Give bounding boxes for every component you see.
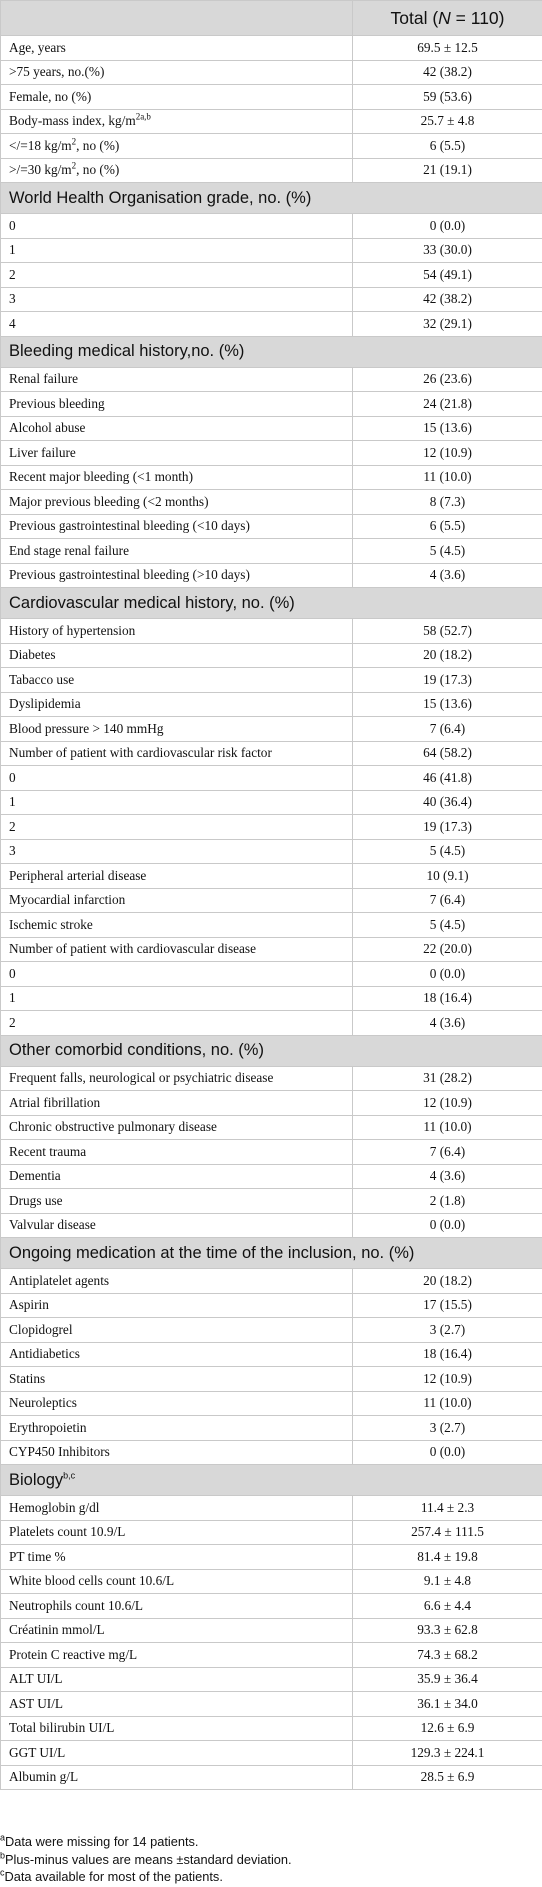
row-label xyxy=(1,263,353,288)
table-row xyxy=(1,790,542,815)
row-label-text: >75 years, no.(%) xyxy=(9,64,105,80)
row-value: 6.6 ± 4.4 xyxy=(353,1594,542,1619)
table-row xyxy=(1,986,542,1011)
row-label xyxy=(1,490,353,515)
row-label xyxy=(1,1091,353,1116)
row-label xyxy=(1,962,353,987)
row-label xyxy=(1,60,353,85)
footnote-marker: b,c xyxy=(63,1470,76,1480)
row-label-text: 1 xyxy=(9,242,16,258)
row-value: 59 (53.6) xyxy=(353,85,542,110)
table-row xyxy=(1,1342,542,1367)
row-label-text: Major previous bleeding (<2 months) xyxy=(9,493,209,509)
row-label-text: PT time % xyxy=(9,1548,66,1564)
row-label xyxy=(1,392,353,417)
row-label xyxy=(1,790,353,815)
row-value: 18 (16.4) xyxy=(353,1342,542,1367)
row-label-text: Dementia xyxy=(9,1168,61,1184)
row-label-text: End stage renal failure xyxy=(9,542,129,558)
row-label xyxy=(1,238,353,263)
row-value: 19 (17.3) xyxy=(353,815,542,840)
table-row xyxy=(1,1545,542,1570)
row-label xyxy=(1,1367,353,1392)
section-title xyxy=(1,183,542,214)
row-value: 8 (7.3) xyxy=(353,490,542,515)
row-label xyxy=(1,913,353,938)
table-row xyxy=(1,392,542,417)
table-row xyxy=(1,1189,542,1214)
row-label xyxy=(1,717,353,742)
row-label-text: 0 xyxy=(9,217,16,233)
footnote-text: Data available for most of the patients. xyxy=(4,1869,223,1884)
header-total-cell xyxy=(353,1,542,36)
table-row xyxy=(1,1765,542,1790)
table-row xyxy=(1,864,542,889)
footnote xyxy=(0,1851,542,1869)
row-label xyxy=(1,109,353,134)
row-label xyxy=(1,312,353,337)
row-value: 7 (6.4) xyxy=(353,717,542,742)
table-row xyxy=(1,766,542,791)
row-value: 74.3 ± 68.2 xyxy=(353,1643,542,1668)
table-row xyxy=(1,1416,542,1441)
row-value: 4 (3.6) xyxy=(353,1164,542,1189)
row-label-text: ALT UI/L xyxy=(9,1671,63,1687)
row-value: 19 (17.3) xyxy=(353,668,542,693)
section-header-row xyxy=(1,588,542,619)
row-label-text: Age, years xyxy=(9,39,66,55)
table-row xyxy=(1,937,542,962)
row-value: 20 (18.2) xyxy=(353,643,542,668)
table-row xyxy=(1,1741,542,1766)
section-title-text: Cardiovascular medical history, no. (%) xyxy=(9,593,295,612)
row-value: 28.5 ± 6.9 xyxy=(353,1765,542,1790)
row-value: 11.4 ± 2.3 xyxy=(353,1496,542,1521)
row-label-text: Aspirin xyxy=(9,1297,49,1313)
row-label-text: Tabacco use xyxy=(9,671,75,687)
row-label-text: Number of patient with cardiovascular risk factor xyxy=(9,745,272,761)
section-title-text: Ongoing medication at the time of the inclusion, no. (%) xyxy=(9,1243,415,1262)
row-label-text: Diabetes xyxy=(9,647,56,663)
row-label-text: Platelets count 10.9/L xyxy=(9,1524,126,1540)
row-label-text: 1 xyxy=(9,794,16,810)
section-title xyxy=(1,1035,542,1066)
row-value: 54 (49.1) xyxy=(353,263,542,288)
table-row xyxy=(1,1091,542,1116)
section-title-text: Bleeding medical history,no. (%) xyxy=(9,342,245,360)
footnote xyxy=(0,1833,542,1851)
row-label-text: Frequent falls, neurological or psychiatric disease xyxy=(9,1070,274,1086)
row-value: 11 (10.0) xyxy=(353,1391,542,1416)
table-row xyxy=(1,619,542,644)
table-row xyxy=(1,839,542,864)
row-value: 4 (3.6) xyxy=(353,1011,542,1036)
row-label xyxy=(1,937,353,962)
row-value: 129.3 ± 224.1 xyxy=(353,1741,542,1766)
row-label xyxy=(1,1342,353,1367)
table-row xyxy=(1,263,542,288)
section-title-text: Biology xyxy=(9,1470,64,1489)
table-row xyxy=(1,1716,542,1741)
row-label-text: 0 xyxy=(9,769,16,785)
row-value: 32 (29.1) xyxy=(353,312,542,337)
table-row xyxy=(1,109,542,134)
table-row xyxy=(1,1594,542,1619)
row-label xyxy=(1,416,353,441)
table-row xyxy=(1,668,542,693)
table-footnotes xyxy=(0,1833,542,1886)
row-label xyxy=(1,1011,353,1036)
row-label xyxy=(1,815,353,840)
row-label-text: 2 xyxy=(9,266,16,282)
row-label xyxy=(1,85,353,110)
footnote-text: Plus-minus values are means ±standard deviation. xyxy=(5,1851,292,1867)
row-label-text: Liver failure xyxy=(9,444,76,460)
table-row xyxy=(1,1496,542,1521)
table-header-row xyxy=(1,1,542,36)
row-value: 5 (4.5) xyxy=(353,839,542,864)
table-row xyxy=(1,1293,542,1318)
row-label-text: Body-mass index, kg/m xyxy=(9,113,136,129)
table-row xyxy=(1,1011,542,1036)
table-row xyxy=(1,1164,542,1189)
row-label xyxy=(1,1189,353,1214)
row-label xyxy=(1,1716,353,1741)
row-label xyxy=(1,1667,353,1692)
table-row xyxy=(1,913,542,938)
row-label xyxy=(1,1318,353,1343)
row-label xyxy=(1,514,353,539)
section-title xyxy=(1,336,542,367)
table-row xyxy=(1,1391,542,1416)
row-label-text: History of hypertension xyxy=(9,622,136,638)
row-value: 46 (41.8) xyxy=(353,766,542,791)
row-label-text: Neuroleptics xyxy=(9,1395,77,1411)
row-value: 21 (19.1) xyxy=(353,158,542,183)
row-value: 0 (0.0) xyxy=(353,214,542,239)
table-row xyxy=(1,490,542,515)
row-value: 36.1 ± 34.0 xyxy=(353,1692,542,1717)
section-header-row xyxy=(1,1465,542,1496)
table-row xyxy=(1,815,542,840)
row-label xyxy=(1,563,353,588)
row-label-text: Renal failure xyxy=(9,371,79,387)
row-label xyxy=(1,287,353,312)
row-label-text: Drugs use xyxy=(9,1192,63,1208)
row-label xyxy=(1,158,353,183)
row-value: 26 (23.6) xyxy=(353,367,542,392)
row-value: 0 (0.0) xyxy=(353,1213,542,1238)
row-label xyxy=(1,1618,353,1643)
row-label-text: Statins xyxy=(9,1370,46,1386)
row-value: 11 (10.0) xyxy=(353,1115,542,1140)
row-value: 3 (2.7) xyxy=(353,1318,542,1343)
row-label-text: 3 xyxy=(9,843,16,859)
row-value: 12.6 ± 6.9 xyxy=(353,1716,542,1741)
row-label xyxy=(1,1213,353,1238)
row-value: 15 (13.6) xyxy=(353,416,542,441)
row-value: 31 (28.2) xyxy=(353,1066,542,1091)
row-label xyxy=(1,986,353,1011)
row-label-text: Clopidogrel xyxy=(9,1321,73,1337)
row-label-text: Blood pressure > 140 mmHg xyxy=(9,720,164,736)
table-row xyxy=(1,1440,542,1465)
row-label-text: Antiplatelet agents xyxy=(9,1272,110,1288)
row-value: 5 (4.5) xyxy=(353,913,542,938)
row-label-suffix: , no (%) xyxy=(76,137,120,153)
row-label xyxy=(1,766,353,791)
footnote-marker: b xyxy=(0,1850,6,1861)
row-label-text: Chronic obstructive pulmonary disease xyxy=(9,1119,217,1135)
table-row xyxy=(1,717,542,742)
table-row xyxy=(1,1618,542,1643)
row-label-text: Erythropoietin xyxy=(9,1419,87,1435)
header-total-prefix: Total ( xyxy=(390,7,439,28)
header-total-suffix: = 110) xyxy=(450,7,505,28)
row-label xyxy=(1,1140,353,1165)
table-body xyxy=(1,36,542,1790)
row-label xyxy=(1,1545,353,1570)
row-value: 6 (5.5) xyxy=(353,514,542,539)
row-label-text: Previous gastrointestinal bleeding (>10 days) xyxy=(9,567,250,583)
row-label xyxy=(1,214,353,239)
row-label xyxy=(1,839,353,864)
row-value: 24 (21.8) xyxy=(353,392,542,417)
section-header-row xyxy=(1,336,542,367)
section-header-row xyxy=(1,183,542,214)
row-label-text: Hemoglobin g/dl xyxy=(9,1499,100,1515)
section-title-text: Other comorbid conditions, no. (%) xyxy=(9,1041,264,1059)
row-label-text: Alcohol abuse xyxy=(9,420,86,436)
row-label xyxy=(1,1594,353,1619)
row-label-text: Dyslipidemia xyxy=(9,696,81,712)
section-title xyxy=(1,1238,542,1269)
table-row xyxy=(1,1667,542,1692)
table-row xyxy=(1,312,542,337)
table-row xyxy=(1,1269,542,1294)
row-value: 9.1 ± 4.8 xyxy=(353,1569,542,1594)
row-label xyxy=(1,1164,353,1189)
row-value: 12 (10.9) xyxy=(353,441,542,466)
row-value: 2 (1.8) xyxy=(353,1189,542,1214)
table-row xyxy=(1,643,542,668)
row-value: 5 (4.5) xyxy=(353,539,542,564)
row-value: 20 (18.2) xyxy=(353,1269,542,1294)
row-label-text: GGT UI/L xyxy=(9,1744,66,1760)
row-label-text: Albumin g/L xyxy=(9,1769,79,1785)
row-label-text: Valvular disease xyxy=(9,1217,96,1233)
section-title xyxy=(1,1465,542,1496)
row-label xyxy=(1,1416,353,1441)
table-row xyxy=(1,85,542,110)
row-value: 40 (36.4) xyxy=(353,790,542,815)
table-row xyxy=(1,741,542,766)
table-row xyxy=(1,36,542,61)
row-value: 22 (20.0) xyxy=(353,937,542,962)
row-label-text: Protein C reactive mg/L xyxy=(9,1646,138,1662)
table-row xyxy=(1,1140,542,1165)
row-value: 12 (10.9) xyxy=(353,1091,542,1116)
row-value: 15 (13.6) xyxy=(353,692,542,717)
row-value: 42 (38.2) xyxy=(353,60,542,85)
table-row xyxy=(1,1569,542,1594)
row-label xyxy=(1,1741,353,1766)
row-label-text: AST UI/L xyxy=(9,1695,64,1711)
row-label-text: Female, no (%) xyxy=(9,88,92,104)
row-label-suffix: , no (%) xyxy=(76,162,120,178)
row-label xyxy=(1,1269,353,1294)
row-label-text: Neutrophils count 10.6/L xyxy=(9,1597,144,1613)
superscript: 2 xyxy=(71,160,77,171)
row-value: 35.9 ± 36.4 xyxy=(353,1667,542,1692)
row-label xyxy=(1,1520,353,1545)
row-label xyxy=(1,1115,353,1140)
header-n-label: N xyxy=(438,7,451,28)
superscript: 2a,b xyxy=(135,111,151,122)
row-label xyxy=(1,1293,353,1318)
row-label-text: 0 xyxy=(9,965,16,981)
row-value: 69.5 ± 12.5 xyxy=(353,36,542,61)
section-header-row xyxy=(1,1035,542,1066)
row-label-text: 2 xyxy=(9,818,16,834)
row-value: 7 (6.4) xyxy=(353,1140,542,1165)
row-value: 0 (0.0) xyxy=(353,962,542,987)
row-label xyxy=(1,1391,353,1416)
table-row xyxy=(1,134,542,159)
row-label-text: Previous gastrointestinal bleeding (<10 days) xyxy=(9,518,250,534)
row-value: 4 (3.6) xyxy=(353,563,542,588)
row-label xyxy=(1,134,353,159)
row-label-text: Myocardial infarction xyxy=(9,892,126,908)
table-row xyxy=(1,1367,542,1392)
row-value: 25.7 ± 4.8 xyxy=(353,109,542,134)
row-label xyxy=(1,1765,353,1790)
table-row xyxy=(1,692,542,717)
section-title-text: World Health Organisation grade, no. (%) xyxy=(9,188,312,207)
row-label-text: Recent major bleeding (<1 month) xyxy=(9,469,194,485)
row-label-text: Recent trauma xyxy=(9,1143,87,1159)
row-label-text: 2 xyxy=(9,1014,16,1030)
footnote-marker: a xyxy=(0,1832,6,1843)
row-value: 81.4 ± 19.8 xyxy=(353,1545,542,1570)
table-row xyxy=(1,158,542,183)
row-label-text: CYP450 Inhibitors xyxy=(9,1444,110,1460)
row-label xyxy=(1,1569,353,1594)
row-label xyxy=(1,619,353,644)
table-row xyxy=(1,563,542,588)
table-row xyxy=(1,1520,542,1545)
table-row xyxy=(1,1115,542,1140)
row-label-text: >/=30 kg/m xyxy=(9,162,72,178)
row-label xyxy=(1,465,353,490)
table-row xyxy=(1,1066,542,1091)
row-label-text: Peripheral arterial disease xyxy=(9,867,147,883)
row-label xyxy=(1,539,353,564)
row-label xyxy=(1,441,353,466)
row-label xyxy=(1,1643,353,1668)
row-label xyxy=(1,1496,353,1521)
row-value: 18 (16.4) xyxy=(353,986,542,1011)
row-value: 12 (10.9) xyxy=(353,1367,542,1392)
row-value: 17 (15.5) xyxy=(353,1293,542,1318)
row-label xyxy=(1,643,353,668)
section-header-row xyxy=(1,1238,542,1269)
row-value: 3 (2.7) xyxy=(353,1416,542,1441)
row-value: 257.4 ± 111.5 xyxy=(353,1520,542,1545)
row-label xyxy=(1,668,353,693)
row-label-text: 4 xyxy=(9,315,16,331)
row-value: 7 (6.4) xyxy=(353,888,542,913)
table-row xyxy=(1,888,542,913)
row-value: 93.3 ± 62.8 xyxy=(353,1618,542,1643)
table-row xyxy=(1,287,542,312)
row-label xyxy=(1,692,353,717)
footnote xyxy=(0,1868,542,1886)
row-label xyxy=(1,888,353,913)
row-label xyxy=(1,741,353,766)
table-row xyxy=(1,514,542,539)
row-label xyxy=(1,864,353,889)
table-row xyxy=(1,1318,542,1343)
superscript: 2 xyxy=(71,136,77,147)
table-row xyxy=(1,441,542,466)
row-label xyxy=(1,1440,353,1465)
table-row xyxy=(1,962,542,987)
row-value: 42 (38.2) xyxy=(353,287,542,312)
row-label xyxy=(1,1066,353,1091)
table-row xyxy=(1,238,542,263)
row-label-text: </=18 kg/m xyxy=(9,137,72,153)
row-value: 58 (52.7) xyxy=(353,619,542,644)
row-value: 0 (0.0) xyxy=(353,1440,542,1465)
row-label-text: Atrial fibrillation xyxy=(9,1094,101,1110)
row-label-text: Total bilirubin UI/L xyxy=(9,1720,115,1736)
table-row xyxy=(1,1643,542,1668)
table-row xyxy=(1,465,542,490)
table-row xyxy=(1,60,542,85)
row-label-text: 3 xyxy=(9,291,16,307)
row-value: 33 (30.0) xyxy=(353,238,542,263)
row-label xyxy=(1,367,353,392)
table-row xyxy=(1,1213,542,1238)
table-row xyxy=(1,214,542,239)
table-row xyxy=(1,539,542,564)
row-label-text: Créatinin mmol/L xyxy=(9,1622,105,1638)
section-title xyxy=(1,588,542,619)
row-value: 11 (10.0) xyxy=(353,465,542,490)
table-row xyxy=(1,367,542,392)
row-value: 6 (5.5) xyxy=(353,134,542,159)
row-value: 64 (58.2) xyxy=(353,741,542,766)
footnote-marker: c xyxy=(0,1867,5,1878)
row-value: 10 (9.1) xyxy=(353,864,542,889)
row-label-text: Number of patient with cardiovascular disease xyxy=(9,941,257,957)
row-label-text: 1 xyxy=(9,990,16,1006)
footnote-text: Data were missing for 14 patients. xyxy=(5,1834,199,1849)
row-label xyxy=(1,1692,353,1717)
header-blank-cell xyxy=(1,1,353,36)
row-label-text: Antidiabetics xyxy=(9,1346,80,1362)
row-label-text: Ischemic stroke xyxy=(9,916,93,932)
row-label-text: Previous bleeding xyxy=(9,395,105,411)
row-label-text: White blood cells count 10.6/L xyxy=(9,1573,175,1589)
table-row xyxy=(1,416,542,441)
row-label xyxy=(1,36,353,61)
table-row xyxy=(1,1692,542,1717)
